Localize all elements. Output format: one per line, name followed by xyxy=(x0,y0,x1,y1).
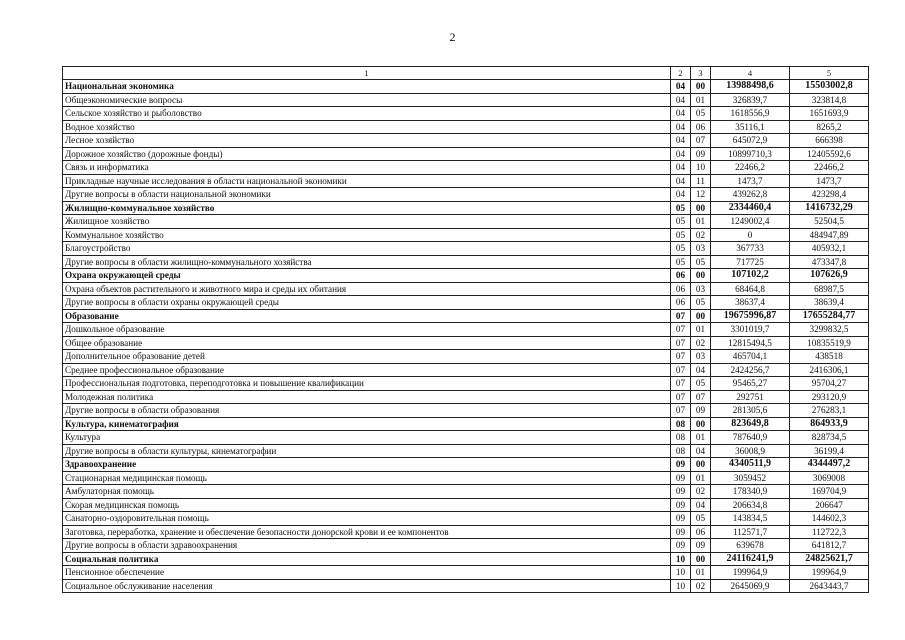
row-subsection-code-cell: 01 xyxy=(691,323,711,337)
row-value-2-cell: 473347,8 xyxy=(790,255,869,269)
row-value-2-cell: 1473,7 xyxy=(790,174,869,188)
row-value-1-cell: 439262,8 xyxy=(711,188,790,202)
row-name-cell: Скорая медицинская помощь xyxy=(63,498,671,512)
table-row-section-total xyxy=(63,458,869,472)
row-subsection-code-cell: 05 xyxy=(691,255,711,269)
row-name-cell: Дошкольное образование xyxy=(63,323,671,337)
row-subsection-code-cell: 04 xyxy=(691,498,711,512)
row-section-code-cell: 10 xyxy=(671,552,691,566)
row-value-1-cell: 12815494,5 xyxy=(711,336,790,350)
row-subsection-code-cell: 05 xyxy=(691,296,711,310)
budget-table xyxy=(62,66,869,593)
row-name-cell: Благоустройство xyxy=(63,242,671,256)
row-name-cell: Лесное хозяйство xyxy=(63,134,671,148)
row-value-2-cell: 323814,8 xyxy=(790,93,869,107)
row-name-cell: Заготовка, переработка, хранение и обеспечение безопасности донорской крови и ее компонентов xyxy=(63,525,671,539)
row-name-cell: Другие вопросы в области охраны окружающей среды xyxy=(63,296,671,310)
table-row xyxy=(63,93,869,107)
row-name-cell: Пенсионное обеспечение xyxy=(63,566,671,580)
row-section-code-cell: 08 xyxy=(671,417,691,431)
row-value-2-cell: 666398 xyxy=(790,134,869,148)
header-cell-value-1: 4 xyxy=(711,67,790,80)
row-value-1-cell: 292751 xyxy=(711,390,790,404)
row-name-cell: Социальное обслуживание населения xyxy=(63,579,671,593)
table-row xyxy=(63,390,869,404)
table-row xyxy=(63,350,869,364)
table-row-section-total xyxy=(63,201,869,215)
page-number: 2 xyxy=(449,30,456,44)
row-subsection-code-cell: 02 xyxy=(691,485,711,499)
row-section-code-cell: 06 xyxy=(671,296,691,310)
row-value-1-cell: 1473,7 xyxy=(711,174,790,188)
row-section-code-cell: 10 xyxy=(671,579,691,593)
row-subsection-code-cell: 03 xyxy=(691,350,711,364)
row-value-1-cell: 38637,4 xyxy=(711,296,790,310)
row-value-1-cell: 3301019,7 xyxy=(711,323,790,337)
row-value-2-cell: 864933,9 xyxy=(790,417,869,431)
row-value-1-cell: 823649,8 xyxy=(711,417,790,431)
row-subsection-code-cell: 01 xyxy=(691,471,711,485)
row-value-1-cell: 35116,1 xyxy=(711,120,790,134)
table-row xyxy=(63,296,869,310)
row-value-1-cell: 1249002,4 xyxy=(711,215,790,229)
table-row xyxy=(63,147,869,161)
row-name-cell: Охрана объектов растительного и животного мира и среды их обитания xyxy=(63,282,671,296)
row-name-cell: Дополнительное образование детей xyxy=(63,350,671,364)
row-subsection-code-cell: 10 xyxy=(691,161,711,175)
row-value-1-cell: 22466,2 xyxy=(711,161,790,175)
table-row xyxy=(63,228,869,242)
row-section-code-cell: 04 xyxy=(671,161,691,175)
row-name-cell: Общеэкономические вопросы xyxy=(63,93,671,107)
row-subsection-code-cell: 01 xyxy=(691,566,711,580)
row-value-2-cell: 15503002,8 xyxy=(790,80,869,94)
row-section-code-cell: 10 xyxy=(671,566,691,580)
row-value-1-cell: 787640,9 xyxy=(711,431,790,445)
table-row xyxy=(63,215,869,229)
row-section-code-cell: 06 xyxy=(671,282,691,296)
row-value-2-cell: 52504,5 xyxy=(790,215,869,229)
row-subsection-code-cell: 11 xyxy=(691,174,711,188)
row-name-cell: Другие вопросы в области образования xyxy=(63,404,671,418)
row-value-1-cell: 3059452 xyxy=(711,471,790,485)
row-section-code-cell: 09 xyxy=(671,471,691,485)
row-subsection-code-cell: 00 xyxy=(691,309,711,323)
row-value-2-cell: 22466,2 xyxy=(790,161,869,175)
row-value-2-cell: 1651693,9 xyxy=(790,107,869,121)
table-row xyxy=(63,363,869,377)
table-row-section-total xyxy=(63,269,869,283)
row-subsection-code-cell: 04 xyxy=(691,444,711,458)
row-value-1-cell: 178340,9 xyxy=(711,485,790,499)
row-value-2-cell: 38639,4 xyxy=(790,296,869,310)
row-value-2-cell: 36199,4 xyxy=(790,444,869,458)
row-section-code-cell: 05 xyxy=(671,215,691,229)
row-name-cell: Санаторно-оздоровительная помощь xyxy=(63,512,671,526)
row-name-cell: Общее образование xyxy=(63,336,671,350)
table-row xyxy=(63,120,869,134)
row-subsection-code-cell: 00 xyxy=(691,80,711,94)
table-row xyxy=(63,431,869,445)
row-subsection-code-cell: 06 xyxy=(691,120,711,134)
table-row xyxy=(63,539,869,553)
row-name-cell: Коммунальное хозяйство xyxy=(63,228,671,242)
row-subsection-code-cell: 05 xyxy=(691,512,711,526)
row-section-code-cell: 08 xyxy=(671,431,691,445)
row-value-1-cell: 0 xyxy=(711,228,790,242)
row-subsection-code-cell: 05 xyxy=(691,107,711,121)
row-section-code-cell: 07 xyxy=(671,309,691,323)
row-name-cell: Другие вопросы в области жилищно-коммунального хозяйства xyxy=(63,255,671,269)
table-row-section-total xyxy=(63,417,869,431)
row-name-cell: Культура, кинематография xyxy=(63,417,671,431)
row-value-2-cell: 3069008 xyxy=(790,471,869,485)
row-subsection-code-cell: 00 xyxy=(691,201,711,215)
table-row xyxy=(63,174,869,188)
row-name-cell: Среднее профессиональное образование xyxy=(63,363,671,377)
table-row xyxy=(63,323,869,337)
row-subsection-code-cell: 07 xyxy=(691,390,711,404)
row-subsection-code-cell: 00 xyxy=(691,417,711,431)
row-value-1-cell: 13988498,6 xyxy=(711,80,790,94)
row-value-1-cell: 95465,27 xyxy=(711,377,790,391)
row-value-2-cell: 68987,5 xyxy=(790,282,869,296)
row-value-1-cell: 281305,6 xyxy=(711,404,790,418)
row-value-2-cell: 484947,89 xyxy=(790,228,869,242)
table-row xyxy=(63,188,869,202)
row-value-2-cell: 12405592,6 xyxy=(790,147,869,161)
table-row xyxy=(63,498,869,512)
row-value-1-cell: 68464,8 xyxy=(711,282,790,296)
row-value-2-cell: 17655284,77 xyxy=(790,309,869,323)
row-subsection-code-cell: 05 xyxy=(691,377,711,391)
row-subsection-code-cell: 04 xyxy=(691,363,711,377)
row-value-2-cell: 293120,9 xyxy=(790,390,869,404)
row-name-cell: Социальная политика xyxy=(63,552,671,566)
row-value-2-cell: 95704,27 xyxy=(790,377,869,391)
row-section-code-cell: 08 xyxy=(671,444,691,458)
row-section-code-cell: 04 xyxy=(671,188,691,202)
row-subsection-code-cell: 03 xyxy=(691,242,711,256)
row-value-1-cell: 717725 xyxy=(711,255,790,269)
table-row xyxy=(63,471,869,485)
row-section-code-cell: 07 xyxy=(671,404,691,418)
header-cell-section: 2 xyxy=(671,67,691,80)
row-value-2-cell: 1416732,29 xyxy=(790,201,869,215)
table-row xyxy=(63,404,869,418)
row-section-code-cell: 06 xyxy=(671,269,691,283)
row-name-cell: Национальная экономика xyxy=(63,80,671,94)
row-value-1-cell: 143834,5 xyxy=(711,512,790,526)
row-name-cell: Жилищное хозяйство xyxy=(63,215,671,229)
row-value-1-cell: 24116241,9 xyxy=(711,552,790,566)
row-value-1-cell: 1618556,9 xyxy=(711,107,790,121)
row-subsection-code-cell: 00 xyxy=(691,552,711,566)
row-name-cell: Дорожное хозяйство (дорожные фонды) xyxy=(63,147,671,161)
row-subsection-code-cell: 02 xyxy=(691,579,711,593)
table-row xyxy=(63,336,869,350)
row-value-1-cell: 10899710,3 xyxy=(711,147,790,161)
row-value-1-cell: 4340511,9 xyxy=(711,458,790,472)
row-section-code-cell: 05 xyxy=(671,201,691,215)
table-row xyxy=(63,377,869,391)
row-subsection-code-cell: 00 xyxy=(691,458,711,472)
row-subsection-code-cell: 09 xyxy=(691,539,711,553)
row-name-cell: Здравоохранение xyxy=(63,458,671,472)
row-value-2-cell: 206647 xyxy=(790,498,869,512)
row-subsection-code-cell: 01 xyxy=(691,431,711,445)
row-section-code-cell: 09 xyxy=(671,525,691,539)
row-section-code-cell: 09 xyxy=(671,485,691,499)
row-section-code-cell: 05 xyxy=(671,228,691,242)
row-value-1-cell: 645072,9 xyxy=(711,134,790,148)
row-subsection-code-cell: 09 xyxy=(691,404,711,418)
row-value-2-cell: 2416306,1 xyxy=(790,363,869,377)
row-value-1-cell: 639678 xyxy=(711,539,790,553)
row-name-cell: Жилищно-коммунальное хозяйство xyxy=(63,201,671,215)
row-subsection-code-cell: 00 xyxy=(691,269,711,283)
row-section-code-cell: 04 xyxy=(671,107,691,121)
table-row xyxy=(63,566,869,580)
row-value-1-cell: 367733 xyxy=(711,242,790,256)
budget-table-body xyxy=(63,67,869,593)
row-name-cell: Сельское хозяйство и рыболовство xyxy=(63,107,671,121)
row-value-2-cell: 828734,5 xyxy=(790,431,869,445)
row-value-1-cell: 465704,1 xyxy=(711,350,790,364)
row-name-cell: Профессиональная подготовка, переподготовка и повышение квалификации xyxy=(63,377,671,391)
table-row xyxy=(63,525,869,539)
table-row xyxy=(63,282,869,296)
row-value-2-cell: 4344497,2 xyxy=(790,458,869,472)
row-name-cell: Прикладные научные исследования в области национальной экономики xyxy=(63,174,671,188)
row-section-code-cell: 07 xyxy=(671,390,691,404)
row-subsection-code-cell: 12 xyxy=(691,188,711,202)
row-value-1-cell: 2334460,4 xyxy=(711,201,790,215)
row-section-code-cell: 07 xyxy=(671,350,691,364)
row-value-1-cell: 112571,7 xyxy=(711,525,790,539)
row-value-2-cell: 199964,9 xyxy=(790,566,869,580)
row-value-1-cell: 206634,8 xyxy=(711,498,790,512)
row-name-cell: Стационарная медицинская помощь xyxy=(63,471,671,485)
row-section-code-cell: 04 xyxy=(671,80,691,94)
row-value-2-cell: 10835519,9 xyxy=(790,336,869,350)
table-row-section-total xyxy=(63,80,869,94)
row-subsection-code-cell: 01 xyxy=(691,93,711,107)
row-name-cell: Другие вопросы в области культуры, кинематографии xyxy=(63,444,671,458)
row-value-1-cell: 2424256,7 xyxy=(711,363,790,377)
row-value-2-cell: 107626,9 xyxy=(790,269,869,283)
table-row-section-total xyxy=(63,309,869,323)
row-subsection-code-cell: 09 xyxy=(691,147,711,161)
row-section-code-cell: 04 xyxy=(671,120,691,134)
row-value-1-cell: 19675996,87 xyxy=(711,309,790,323)
row-value-2-cell: 438518 xyxy=(790,350,869,364)
row-section-code-cell: 09 xyxy=(671,498,691,512)
row-subsection-code-cell: 02 xyxy=(691,336,711,350)
row-name-cell: Образование xyxy=(63,309,671,323)
table-row xyxy=(63,255,869,269)
row-section-code-cell: 07 xyxy=(671,336,691,350)
row-section-code-cell: 07 xyxy=(671,323,691,337)
row-value-1-cell: 2645069,9 xyxy=(711,579,790,593)
row-section-code-cell: 04 xyxy=(671,174,691,188)
row-value-2-cell: 169704,9 xyxy=(790,485,869,499)
row-section-code-cell: 09 xyxy=(671,458,691,472)
row-section-code-cell: 05 xyxy=(671,242,691,256)
row-section-code-cell: 09 xyxy=(671,512,691,526)
table-row xyxy=(63,579,869,593)
row-value-2-cell: 144602,3 xyxy=(790,512,869,526)
row-name-cell: Связь и информатика xyxy=(63,161,671,175)
row-name-cell: Амбулаторная помощь xyxy=(63,485,671,499)
row-value-2-cell: 3299832,5 xyxy=(790,323,869,337)
row-subsection-code-cell: 02 xyxy=(691,228,711,242)
row-name-cell: Другие вопросы в области национальной экономики xyxy=(63,188,671,202)
row-subsection-code-cell: 07 xyxy=(691,134,711,148)
table-row xyxy=(63,161,869,175)
row-section-code-cell: 04 xyxy=(671,93,691,107)
row-value-2-cell: 24825621,7 xyxy=(790,552,869,566)
row-name-cell: Другие вопросы в области здравоохранения xyxy=(63,539,671,553)
row-name-cell: Культура xyxy=(63,431,671,445)
row-value-2-cell: 112722,3 xyxy=(790,525,869,539)
row-value-2-cell: 641812,7 xyxy=(790,539,869,553)
row-value-2-cell: 405932,1 xyxy=(790,242,869,256)
row-section-code-cell: 07 xyxy=(671,363,691,377)
table-row-section-total xyxy=(63,552,869,566)
row-section-code-cell: 09 xyxy=(671,539,691,553)
table-row xyxy=(63,444,869,458)
row-value-2-cell: 423298,4 xyxy=(790,188,869,202)
row-subsection-code-cell: 01 xyxy=(691,215,711,229)
row-name-cell: Молодежная политика xyxy=(63,390,671,404)
table-row xyxy=(63,134,869,148)
table-row xyxy=(63,107,869,121)
row-value-1-cell: 107102,2 xyxy=(711,269,790,283)
row-value-1-cell: 199964,9 xyxy=(711,566,790,580)
row-section-code-cell: 04 xyxy=(671,134,691,148)
row-section-code-cell: 04 xyxy=(671,147,691,161)
table-row xyxy=(63,485,869,499)
table-header-row xyxy=(63,67,869,80)
table-row xyxy=(63,512,869,526)
row-name-cell: Водное хозяйство xyxy=(63,120,671,134)
header-cell-value-2: 5 xyxy=(790,67,869,80)
header-cell-name: 1 xyxy=(63,67,671,80)
row-value-2-cell: 8265,2 xyxy=(790,120,869,134)
row-value-2-cell: 2643443,7 xyxy=(790,579,869,593)
row-subsection-code-cell: 03 xyxy=(691,282,711,296)
row-section-code-cell: 07 xyxy=(671,377,691,391)
row-subsection-code-cell: 06 xyxy=(691,525,711,539)
row-value-2-cell: 276283,1 xyxy=(790,404,869,418)
table-row xyxy=(63,242,869,256)
row-value-1-cell: 36008,9 xyxy=(711,444,790,458)
row-section-code-cell: 05 xyxy=(671,255,691,269)
header-cell-subsection: 3 xyxy=(691,67,711,80)
row-value-1-cell: 326839,7 xyxy=(711,93,790,107)
row-name-cell: Охрана окружающей среды xyxy=(63,269,671,283)
